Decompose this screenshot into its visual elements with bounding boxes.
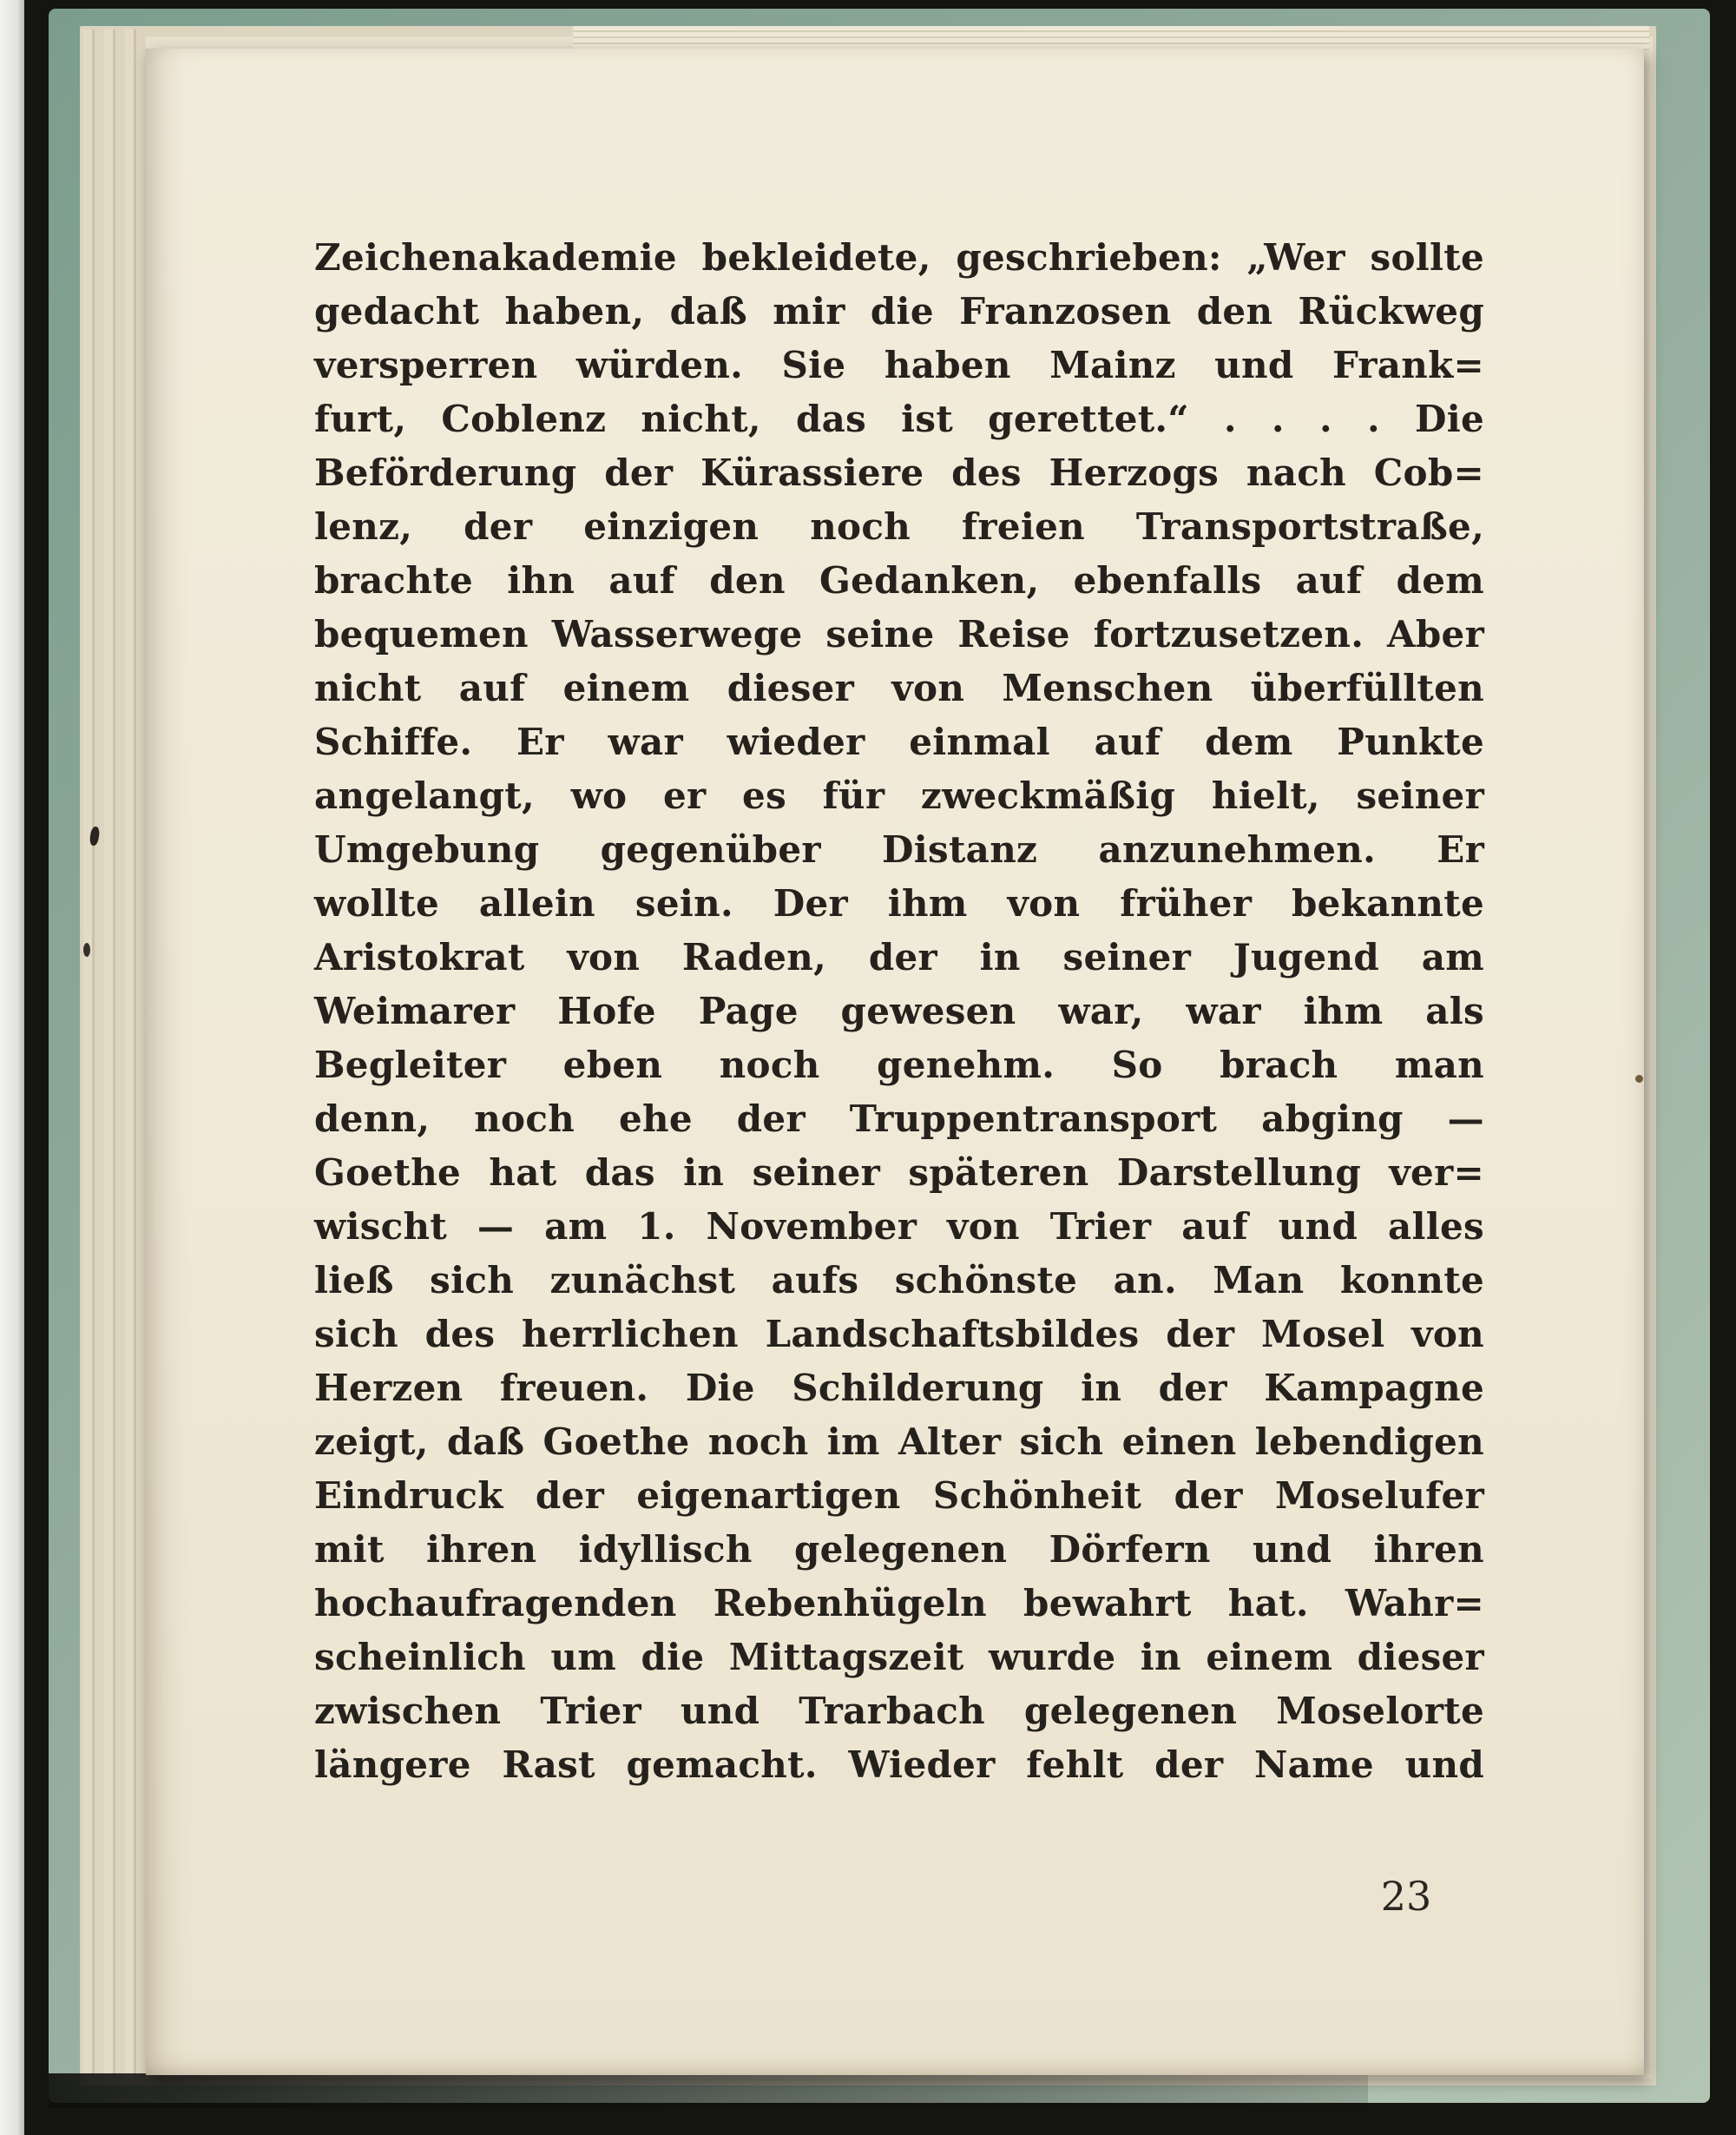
text-line: Herzen freuen. Die Schilderung in der Kampagne [314, 1367, 1484, 1409]
bottom-gutter-shadow [49, 2073, 1368, 2108]
text-line: scheinlich um die Mittagszeit wurde in einem dieser [314, 1636, 1484, 1678]
text-line: hochaufragenden Rebenhügeln bewahrt hat. Wahr= [314, 1582, 1484, 1624]
text-line: Umgebung gegenüber Distanz anzunehmen. Er [314, 828, 1484, 871]
text-line: lenz, der einzigen noch freien Transportstraße, [314, 505, 1484, 548]
page-number: 23 [1380, 1873, 1432, 1920]
text-line: versperren würden. Sie haben Mainz und Frank= [314, 344, 1484, 386]
text-line: mit ihren idyllisch gelegenen Dörfern und ihren [314, 1528, 1484, 1571]
page-edge-lines-top [573, 26, 1649, 50]
page-text-block [314, 231, 1484, 1792]
text-line: nicht auf einem dieser von Menschen überfüllten [314, 667, 1484, 709]
text-line: Beförderung der Kürassiere des Herzogs nach Cob= [314, 451, 1484, 494]
text-line: bequemen Wasserwege seine Reise fortzusetzen. Aber [314, 613, 1484, 656]
text-line: sich des herrlichen Landschaftsbildes der Mosel von [314, 1313, 1484, 1355]
text-line: Aristokrat von Raden, der in seiner Jugend am [314, 936, 1484, 979]
text-line: brachte ihn auf den Gedanken, ebenfalls auf dem [314, 559, 1484, 602]
text-line: angelangt, wo er es für zweckmäßig hielt, seiner [314, 774, 1484, 817]
text-line: zwischen Trier und Trarbach gelegenen Moselorte [314, 1690, 1484, 1732]
text-line: denn, noch ehe der Truppentransport abging — [314, 1097, 1484, 1140]
text-line: wischt — am 1. November von Trier auf und alles [314, 1205, 1484, 1248]
text-line: zeigt, daß Goethe noch im Alter sich einen lebendigen [314, 1420, 1484, 1463]
scan-speck [83, 943, 90, 957]
scanner-margin [0, 0, 24, 2135]
text-line: Schiffe. Er war wieder einmal auf dem Punkte [314, 721, 1484, 763]
text-line: furt, Coblenz nicht, das ist gerettet.“ . . . . Die [314, 398, 1484, 440]
text-line: Begleiter eben noch genehm. So brach man [314, 1044, 1484, 1086]
text-line: längere Rast gemacht. Wieder fehlt der Name und [314, 1743, 1484, 1786]
page-edge-lines-left [83, 30, 146, 2079]
text-line: Weimarer Hofe Page gewesen war, war ihm als [314, 990, 1484, 1032]
text-line: ließ sich zunächst aufs schönste an. Man konnte [314, 1259, 1484, 1301]
text-line: wollte allein sein. Der ihm von früher bekannte [314, 882, 1484, 925]
scan-speck [1635, 1075, 1643, 1083]
text-line: Zeichenakademie bekleidete, geschrieben: „Wer sollte [314, 236, 1484, 279]
text-line: gedacht haben, daß mir die Franzosen den Rückweg [314, 290, 1484, 333]
text-line: Eindruck der eigenartigen Schönheit der Moselufer [314, 1474, 1484, 1517]
text-line: Goethe hat das in seiner späteren Darstellung ver= [314, 1151, 1484, 1194]
